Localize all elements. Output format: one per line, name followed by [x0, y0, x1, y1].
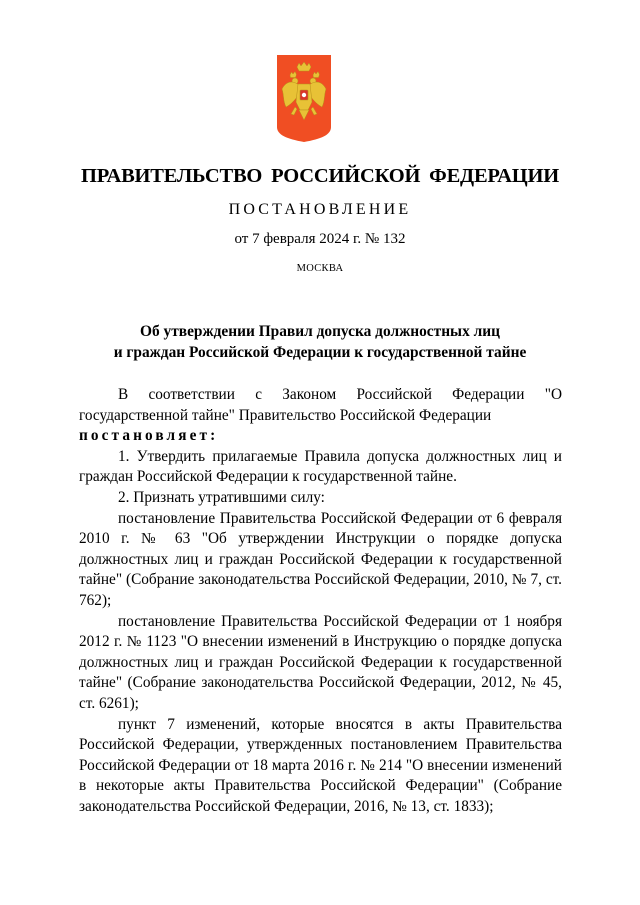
title-line-1: Об утверждении Правил допуска должностных лиц	[140, 323, 500, 340]
russian-coat-of-arms-icon	[277, 55, 331, 142]
government-name: ПРАВИТЕЛЬСТВО РОССИЙСКОЙ ФЕДЕРАЦИИ	[81, 165, 559, 187]
title-line-2: и граждан Российской Федерации к государственной тайне	[113, 344, 527, 361]
decree-word: постановляет:	[79, 427, 219, 445]
item-2a-paragraph: постановление Правительства Российской Федерации от 6 февраля 2010 г. № 63 "Об утверждении Инструкции о порядке допуска должностных лиц и граждан Российской Федерации к государственной тайне" (Собрание законодательства Российской Федерации, 2010, № 7, ст. 762);	[79, 509, 562, 609]
preamble-paragraph	[79, 385, 562, 447]
document-title	[0, 321, 640, 363]
item-1-paragraph: 1. Утвердить прилагаемые Правила допуска должностных лиц и граждан Российской Федерации к государственной тайне.	[79, 447, 562, 486]
item-2-paragraph: 2. Признать утратившими силу:	[118, 488, 325, 506]
item-2c-paragraph: пункт 7 изменений, которые вносятся в акты Правительства Российской Федерации, утвержденных постановлением Правительства Российской Федерации от 18 марта 2016 г. № 214 "О внесении изменений в некоторые акты Правительства Российской Федерации" (Собрание законодательства Российской Федерации, 2016, № 13, ст. 1833);	[79, 715, 562, 815]
document-type: ПОСТАНОВЛЕНИЕ	[228, 201, 412, 218]
document-city: МОСКВА	[296, 263, 344, 274]
document-date-number: от 7 февраля 2024 г. № 132	[234, 231, 406, 247]
preamble-text: В соответствии с Законом Российской Федерации "О государственной тайне" Правительство Российской Федерации	[79, 386, 562, 424]
document-body	[79, 385, 562, 817]
item-2b-paragraph: постановление Правительства Российской Федерации от 1 ноября 2012 г. № 1123 "О внесении изменений в Инструкцию о порядке допуска должностных лиц и граждан Российской Федерации к государственной тайне" (Собрание законодательства Российской Федерации, 2012, № 45, ст. 6261);	[79, 612, 562, 712]
